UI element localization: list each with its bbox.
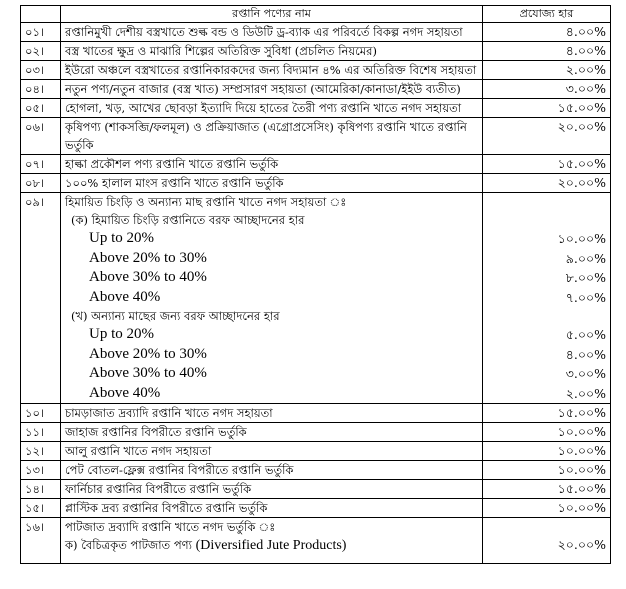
table-row <box>21 480 611 499</box>
ice-band-label: Above 20% to 30% <box>89 345 207 362</box>
row-description: আলু রপ্তানি খাতে নগদ সহায়তা <box>61 442 483 461</box>
diversified-jute-label-en: (Diversified Jute Products) <box>195 538 347 553</box>
diversified-jute-label-bn: ক) বৈচিত্রকৃত পাটজাত পণ্য <box>65 538 196 552</box>
row-serial: ১০। <box>21 404 61 423</box>
row-rate: ৪.০০% <box>483 23 611 42</box>
row-serial: ০২। <box>21 42 61 61</box>
ice-band-label: Above 30% to 40% <box>89 365 207 381</box>
ice-band-rate: ৮.০০% <box>565 270 606 285</box>
row-description: চামড়াজাত দ্রব্যাদি রপ্তানি খাতে নগদ সহায়তা <box>61 404 483 423</box>
row-rate <box>483 193 611 404</box>
row-description: ইউরো অঞ্চলে বস্ত্রখাতের রপ্তানিকারকদের জন্য বিদ্যমান ৪% এর অতিরিক্ত বিশেষ সহায়তা <box>61 61 483 80</box>
other-fish-group-title: (খ) অন্যান্য মাছের জন্য বরফ আচ্ছাদনের হার <box>71 309 280 323</box>
row-rate: ১৫.০০% <box>483 404 611 423</box>
fish-row-title: হিমায়িত চিংড়ি ও অন্যান্য মাছ রপ্তানি খাতে নগদ সহায়তা ঃ <box>65 195 347 209</box>
export-subsidy-table <box>20 5 611 564</box>
row-description: রপ্তানিমুখী দেশীয় বস্ত্রখাতে শুল্ক বন্ড ও ডিউটি ড্র-ব্যাক এর পরিবর্তে বিকল্প নগদ সহায়তা <box>61 23 483 42</box>
row-description: হাল্কা প্রকৌশল পণ্য রপ্তানি খাতে রপ্তানি ভর্তুকি <box>61 155 483 174</box>
row-rate: ১৫.০০% <box>483 155 611 174</box>
table-row <box>21 99 611 118</box>
row-serial: ০৩। <box>21 61 61 80</box>
row-serial: ১৬। <box>21 518 61 564</box>
diversified-jute-rate: ২০.০০% <box>557 537 606 552</box>
row-serial: ০৭। <box>21 155 61 174</box>
table-row <box>21 155 611 174</box>
shrimp-group-title: (ক) হিমায়িত চিংড়ি রপ্তানিতে বরফ আচ্ছাদনের হার <box>71 213 305 227</box>
row-serial: ০৯। <box>21 193 61 404</box>
row-serial: ১২। <box>21 442 61 461</box>
row-serial: ১১। <box>21 423 61 442</box>
ice-band-rate: ৯.০০% <box>565 250 606 266</box>
row-serial: ০১। <box>21 23 61 42</box>
row-rate: ৪.০০% <box>483 42 611 61</box>
diversified-jute-item <box>65 536 478 555</box>
row-description: হোগলা, খড়, আখের ছোবড়া ইত্যাদি দিয়ে হাতের তৈরী পণ্য রপ্তানি খাতে নগদ সহায়তা <box>61 99 483 118</box>
table-row <box>21 174 611 193</box>
row-rate: ১০.০০% <box>483 442 611 461</box>
row-rate: ১০.০০% <box>483 461 611 480</box>
row-description: ফার্নিচার রপ্তানির বিপরীতে রপ্তানি ভর্তুকি <box>61 480 483 499</box>
row-serial: ১৪। <box>21 480 61 499</box>
ice-band-rate: ৪.০০% <box>565 346 606 362</box>
table-row <box>21 61 611 80</box>
table-row <box>21 118 611 155</box>
row-description: জাহাজ রপ্তানির বিপরীতে রপ্তানি ভর্তুকি <box>61 423 483 442</box>
ice-band-rate: ১০.০০% <box>557 231 606 246</box>
table-row <box>21 442 611 461</box>
row-serial: ০৫। <box>21 99 61 118</box>
row-rate: ১০.০০% <box>483 499 611 518</box>
row-serial: ১৩। <box>21 461 61 480</box>
header-serial <box>21 6 61 23</box>
header-product-name: রপ্তানি পণ্যের নাম <box>61 6 483 23</box>
table-row <box>21 404 611 423</box>
row-description: পেট বোতল-ফ্লেক্স রপ্তানির বিপরীতে রপ্তানি ভর্তুকি <box>61 461 483 480</box>
row-rate: ২০.০০% <box>483 118 611 155</box>
ice-band-label: Up to 20% <box>89 326 154 342</box>
row-description: কৃষিপণ্য (শাকসব্জি/ফলমূল) ও প্রক্রিয়াজাত (এগ্রোপ্রসেসিং) কৃষিপণ্য রপ্তানি খাতে রপ্তানি ভর্তুকি <box>61 118 483 155</box>
row-rate: ২.০০% <box>483 61 611 80</box>
row-serial: ১৫। <box>21 499 61 518</box>
row-serial: ০৬। <box>21 118 61 155</box>
table-row <box>21 461 611 480</box>
row-rate: ১৫.০০% <box>483 99 611 118</box>
ice-band-label: Above 40% <box>89 384 161 401</box>
table-row <box>21 23 611 42</box>
ice-band-label: Up to 20% <box>89 230 154 246</box>
table-row <box>21 80 611 99</box>
table-row-jute <box>21 518 611 564</box>
ice-band-label: Above 40% <box>89 288 161 305</box>
row-description: প্লাস্টিক দ্রব্য রপ্তানির বিপরীতে রপ্তানি ভর্তুকি <box>61 499 483 518</box>
ice-band-label: Above 30% to 40% <box>89 269 207 285</box>
ice-band-rate: ৭.০০% <box>565 289 606 305</box>
row-rate: ১৫.০০% <box>483 480 611 499</box>
jute-row-title: পাটজাত দ্রব্যাদি রপ্তানি খাতে নগদ ভর্তুকি ঃ <box>65 520 276 534</box>
row-rate: ১০.০০% <box>483 423 611 442</box>
row-rate: ৩.০০% <box>483 80 611 99</box>
row-rate <box>483 518 611 564</box>
table-header-row <box>21 6 611 23</box>
row-description <box>61 518 483 564</box>
row-description: নতুন পণ্য/নতুন বাজার (বস্ত্র খাত) সম্প্রসারণ সহায়তা (আমেরিকা/কানাডা/ইইউ ব্যতীত) <box>61 80 483 99</box>
header-applicable-rate: প্রযোজ্য হার <box>483 6 611 23</box>
table-row <box>21 423 611 442</box>
row-serial: ০৮। <box>21 174 61 193</box>
row-serial: ০৪। <box>21 80 61 99</box>
ice-band-rate: ৫.০০% <box>565 327 606 342</box>
table-row <box>21 42 611 61</box>
row-description <box>61 193 483 404</box>
ice-band-rate: ২.০০% <box>565 385 606 401</box>
ice-band-rate: ৩.০০% <box>565 366 606 381</box>
row-rate: ২০.০০% <box>483 174 611 193</box>
table-row-fish <box>21 193 611 404</box>
ice-band-label: Above 20% to 30% <box>89 249 207 266</box>
table-row <box>21 499 611 518</box>
row-description: ১০০% হালাল মাংস রপ্তানি খাতে রপ্তানি ভর্তুকি <box>61 174 483 193</box>
row-description: বস্ত্র খাতের ক্ষুদ্র ও মাঝারি শিল্পের অতিরিক্ত সুবিধা (প্রচলিত নিয়মের) <box>61 42 483 61</box>
